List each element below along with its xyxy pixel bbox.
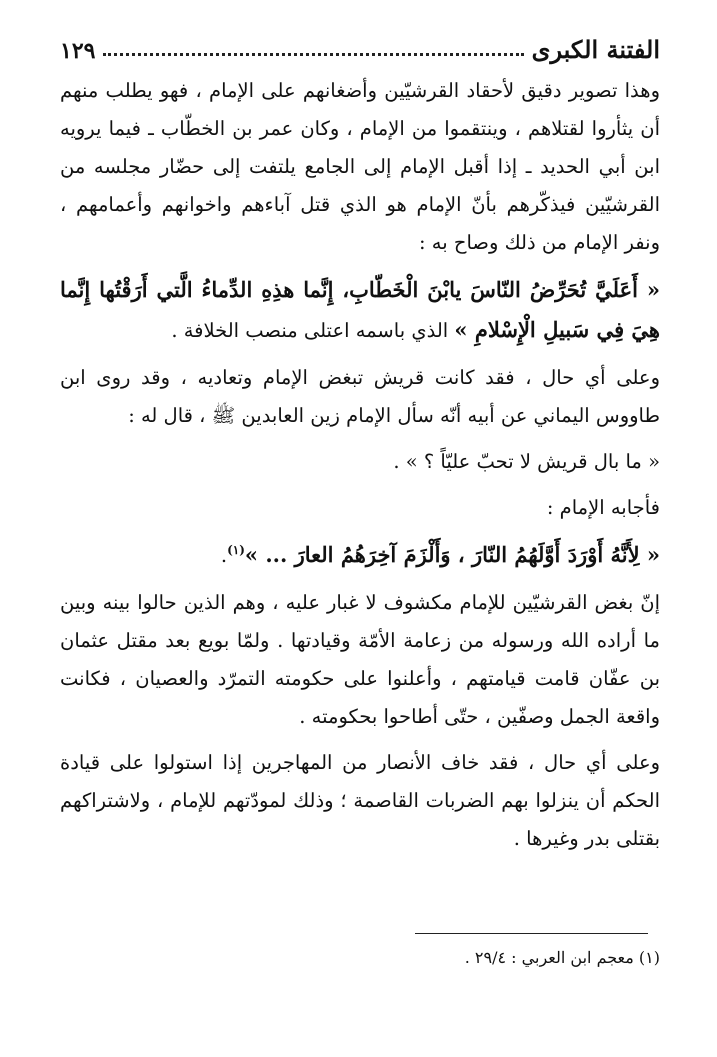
quote-imam-answer-text: « لِأَنَّهُ أَوْرَدَ أَوَّلَهُمُ النّارَ ، وَأَلْزَمَ آخِرَهُمُ العارَ ... » (244, 542, 660, 567)
paragraph-5: وعلى أي حال ، فقد خاف الأنصار من المهاجرين إذا استولوا على قيادة الحكم أن ينزلوا بهم الضربات القاصمة ؛ وذلك لمودّتهم للإمام ، ولاشتراكهم بقتلى بدر وغيرها . (60, 751, 660, 850)
footnote-marker: (١) (227, 543, 245, 557)
paragraph-2: وعلى أي حال ، فقد كانت قريش تبغض الإمام وتعاديه ، وقد روى ابن طاووس اليماني عن أبيه أنّه سأل الإمام زين العابدين ﷺ ، قال له : (60, 366, 660, 427)
page-body (60, 72, 660, 858)
paragraph-3: فأجابه الإمام : (546, 496, 660, 519)
footnote-separator (415, 933, 648, 934)
quote-question: « ما بال قريش لا تحبّ عليّاً ؟ » . (393, 450, 660, 473)
page-number: ١٢٩ (60, 38, 96, 64)
quote-imam-to-umar (60, 270, 660, 351)
quote-imam-answer-end: . (220, 544, 228, 567)
paragraph-1: وهذا تصوير دقيق لأحقاد القرشيّين وأضغانهم على الإمام ، فهو يطلب منهم أن يثأروا لقتلاهم ، وينتقموا من الإمام ، وكان عمر بن الخطّاب ـ فيما يرويه ابن أبي الحديد ـ إذا أقبل الإمام إلى الجامع يلتفت إلى حضّار مجلسه من القرشيّين فيذكّرهم بأنّ الإمام هو الذي قتل آباءهم واخوانهم وأعمامهم ، ونفر الإمام من ذلك وصاح به : (60, 79, 660, 254)
book-page (60, 20, 660, 858)
quote-imam-answer (60, 535, 660, 576)
quote-imam-to-umar-tail: الذي باسمه اعتلى منصب الخلافة . (171, 319, 455, 342)
page-header (60, 20, 660, 64)
running-title: الفتنة الكبرى (531, 35, 660, 64)
paragraph-4: إنّ بغض القرشيّين للإمام مكشوف لا غبار عليه ، وهم الذين حالوا بينه وبين ما أراده الله ورسوله من زعامة الأمّة وقيادتها . ولمّا بويع بعد مقتل عثمان بن عفّان قامت قيامتهم ، وأعلنوا على حكومته التمرّد والعصيان ، فكانت واقعة الجمل وصفّين ، حتّى أطاحوا بحكومته . (60, 591, 660, 728)
footnote: (١) معجم ابن العربي : ٢٩/٤ . (464, 948, 660, 967)
quote-imam-to-umar-text: « أَعَلَيَّ تُحَرِّضُ النّاسَ يابْنَ الْخَطّابِ، إِنَّما هذِهِ الدِّماءُ الَّتي أَرَقْتُها إِنَّما هِيَ فِي سَبيلِ الْإِسْلامِ » (60, 277, 660, 342)
header-dotted-leader (103, 52, 523, 56)
